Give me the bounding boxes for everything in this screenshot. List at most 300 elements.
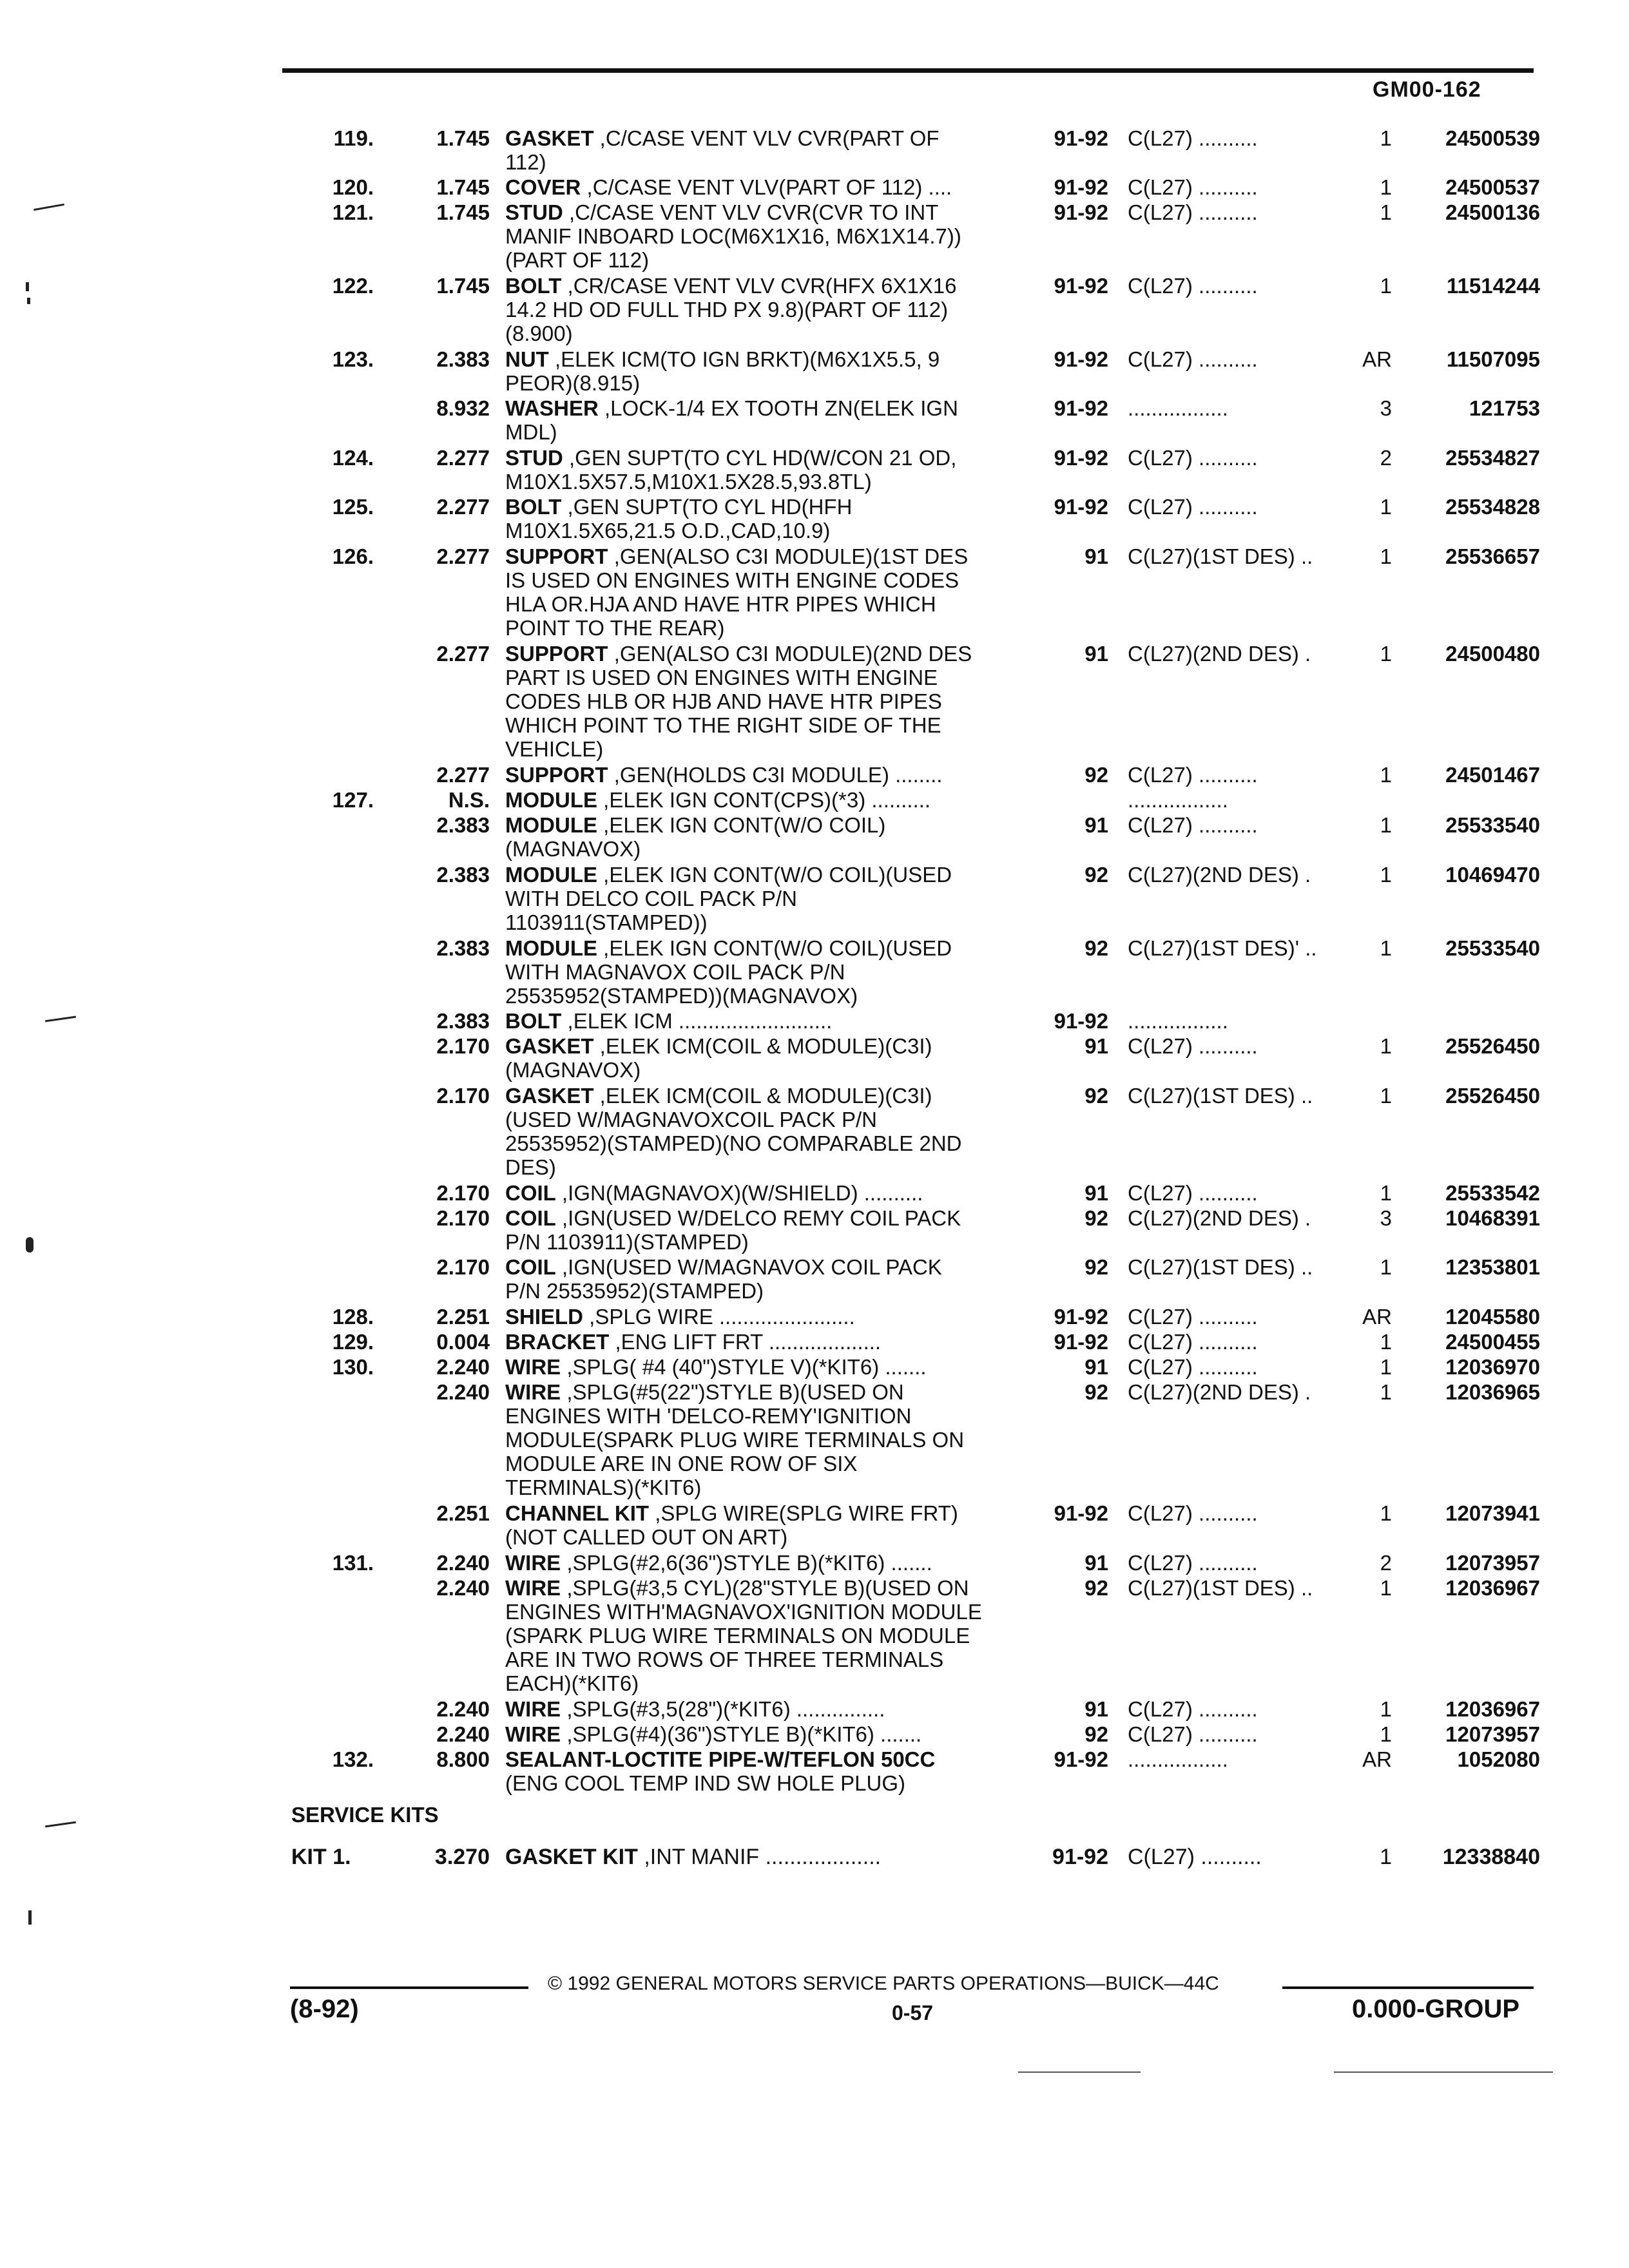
part-number: 24500455 bbox=[1445, 1329, 1540, 1354]
part-row bbox=[0, 274, 1629, 346]
part-number: 12073941 bbox=[1445, 1501, 1540, 1526]
part-name: SHIELD bbox=[505, 1304, 584, 1329]
part-row bbox=[0, 1697, 1629, 1721]
part-desc-text: ,SPLG(#4)(36")STYLE B)(*KIT6) ....... bbox=[561, 1722, 922, 1747]
part-desc-text: ,C/CASE VENT VLV CVR(PART OF 112) bbox=[505, 126, 940, 174]
quantity: 2 bbox=[1380, 445, 1392, 470]
part-description bbox=[505, 274, 1034, 345]
group-number: 2.251 bbox=[436, 1501, 490, 1526]
group-number: 1.745 bbox=[436, 200, 490, 225]
scan-artifact bbox=[26, 1237, 34, 1253]
scan-artifact bbox=[1018, 2071, 1141, 2073]
part-row bbox=[0, 544, 1629, 641]
group-number: 2.383 bbox=[436, 813, 490, 838]
part-row bbox=[0, 1551, 1629, 1575]
scan-artifact bbox=[28, 1910, 32, 1925]
figure-number: 121. bbox=[332, 200, 374, 225]
part-name: SUPPORT bbox=[505, 641, 608, 666]
group-number: 2.170 bbox=[436, 1034, 490, 1059]
part-desc-text: ,SPLG( #4 (40")STYLE V)(*KIT6) ....... bbox=[561, 1354, 927, 1379]
part-number: 25533540 bbox=[1445, 936, 1540, 960]
quantity: AR bbox=[1362, 1747, 1392, 1772]
part-description bbox=[505, 1009, 1034, 1033]
quantity: 3 bbox=[1380, 1206, 1392, 1230]
part-name: WIRE bbox=[505, 1575, 561, 1600]
part-description bbox=[505, 813, 1034, 861]
model-code: C(L27) .......... bbox=[1128, 126, 1258, 150]
part-desc-text: ,GEN SUPT(TO CYL HD(HFH M10X1.5X65,21.5 O.D.,CAD,10.9) bbox=[505, 495, 853, 543]
quantity: 1 bbox=[1380, 1575, 1392, 1600]
part-description bbox=[505, 126, 1034, 174]
model-years: 91-92 bbox=[1054, 175, 1108, 200]
model-code: ................. bbox=[1128, 788, 1228, 812]
model-years: 92 bbox=[1084, 1575, 1108, 1600]
part-row bbox=[0, 1034, 1629, 1082]
part-name: STUD bbox=[505, 200, 563, 225]
model-code: C(L27)(2ND DES) . bbox=[1128, 641, 1311, 666]
model-years: 91-92 bbox=[1054, 126, 1108, 150]
part-name: WIRE bbox=[505, 1379, 561, 1404]
figure-number: 125. bbox=[332, 495, 374, 519]
quantity: 1 bbox=[1380, 813, 1392, 838]
part-row bbox=[0, 396, 1629, 445]
group-number: 2.251 bbox=[436, 1304, 490, 1329]
part-description bbox=[505, 1576, 1034, 1695]
copyright-line: © 1992 GENERAL MOTORS SERVICE PARTS OPERATIONS—BUICK—44C bbox=[548, 1973, 1219, 1994]
part-row bbox=[0, 1206, 1629, 1254]
part-number: 11507095 bbox=[1446, 347, 1540, 371]
model-years: 92 bbox=[1084, 1206, 1108, 1230]
group-number: 2.383 bbox=[436, 936, 490, 960]
model-code: C(L27) .......... bbox=[1128, 347, 1258, 371]
part-row bbox=[0, 1330, 1629, 1354]
quantity: AR bbox=[1362, 347, 1392, 371]
part-description bbox=[505, 1255, 1034, 1303]
model-years: 91 bbox=[1084, 1354, 1108, 1379]
part-desc-text: ,GEN(HOLDS C3I MODULE) ........ bbox=[608, 763, 943, 787]
part-description bbox=[505, 396, 1034, 444]
part-desc-text: ,GEN SUPT(TO CYL HD(W/CON 21 OD, M10X1.5X57.5,M10X1.5X28.5,93.8TL) bbox=[505, 445, 957, 494]
model-years: 92 bbox=[1084, 763, 1108, 787]
part-number: 25534827 bbox=[1445, 445, 1540, 470]
model-years: 91 bbox=[1084, 641, 1108, 666]
model-years: 91-92 bbox=[1054, 1747, 1108, 1772]
part-row bbox=[0, 175, 1629, 199]
part-number: 12036965 bbox=[1445, 1379, 1540, 1404]
part-description bbox=[505, 1330, 1034, 1354]
quantity: 1 bbox=[1380, 862, 1392, 887]
part-description bbox=[505, 1551, 1034, 1575]
group-number: 1.745 bbox=[436, 274, 490, 298]
model-years: 92 bbox=[1084, 862, 1108, 887]
model-code: C(L27) .......... bbox=[1128, 495, 1258, 519]
kit-name: GASKET KIT bbox=[505, 1845, 638, 1869]
part-name: SUPPORT bbox=[505, 763, 608, 787]
quantity: 1 bbox=[1380, 1722, 1392, 1747]
part-description bbox=[505, 200, 1034, 272]
model-code: C(L27)(1ST DES)' .. bbox=[1128, 936, 1317, 960]
part-name: CHANNEL KIT bbox=[505, 1501, 650, 1526]
part-number: 12073957 bbox=[1445, 1550, 1540, 1575]
model-code: C(L27)(1ST DES) .. bbox=[1128, 1255, 1313, 1280]
part-name: NUT bbox=[505, 347, 549, 371]
part-description bbox=[505, 1501, 1034, 1549]
part-name: BRACKET bbox=[505, 1329, 610, 1354]
part-name: STUD bbox=[505, 445, 563, 470]
quantity: 1 bbox=[1380, 126, 1392, 150]
part-description bbox=[505, 1722, 1034, 1746]
part-row bbox=[0, 446, 1629, 494]
group-number: 2.383 bbox=[436, 347, 490, 371]
part-number: 12036967 bbox=[1445, 1575, 1540, 1600]
part-description bbox=[505, 175, 1034, 199]
part-description bbox=[505, 1355, 1034, 1379]
quantity: 1 bbox=[1380, 495, 1392, 519]
model-code: C(L27) .......... bbox=[1128, 1304, 1258, 1329]
model-years: 91-92 bbox=[1054, 445, 1108, 470]
part-number: 25536657 bbox=[1445, 544, 1540, 568]
part-description bbox=[505, 863, 1034, 934]
part-name: COIL bbox=[505, 1206, 556, 1230]
part-row bbox=[0, 1355, 1629, 1379]
part-description bbox=[505, 788, 1034, 812]
group-number: 2.240 bbox=[436, 1722, 490, 1747]
part-row bbox=[0, 347, 1629, 396]
model-years: 91-92 bbox=[1054, 1501, 1108, 1526]
group-number: 2.170 bbox=[436, 1083, 490, 1108]
part-name: COIL bbox=[505, 1255, 556, 1280]
part-desc-text: ,LOCK-1/4 EX TOOTH ZN(ELEK IGN MDL) bbox=[505, 396, 958, 445]
part-desc-text: (ENG COOL TEMP IND SW HOLE PLUG) bbox=[505, 1771, 905, 1796]
model-years: 91-92 bbox=[1054, 495, 1108, 519]
part-number: 24500539 bbox=[1445, 126, 1540, 150]
part-description bbox=[505, 1181, 1034, 1205]
scan-artifact bbox=[27, 298, 30, 304]
part-desc-text: ,ELEK IGN CONT(W/O COIL)(USED WITH DELCO COIL PACK P/N 1103911(STAMPED)) bbox=[505, 862, 952, 934]
part-number: 24501467 bbox=[1445, 763, 1540, 787]
model-code: C(L27)(1ST DES) .. bbox=[1128, 1575, 1313, 1600]
part-desc-text: ,CR/CASE VENT VLV CVR(HFX 6X1X16 14.2 HD OD FULL THD PX 9.8)(PART OF 112) (8.900) bbox=[505, 274, 957, 346]
part-desc-text: ,SPLG(#2,6(36")STYLE B)(*KIT6) ....... bbox=[561, 1550, 932, 1575]
group-number: 2.277 bbox=[436, 495, 490, 519]
group-number: 2.277 bbox=[436, 641, 490, 666]
group-number: N.S. bbox=[448, 788, 490, 812]
model-code: C(L27) .......... bbox=[1128, 1329, 1258, 1354]
part-description bbox=[505, 1380, 1034, 1499]
part-row bbox=[0, 1722, 1629, 1746]
part-name: GASKET bbox=[505, 1034, 594, 1059]
part-name: WIRE bbox=[505, 1354, 561, 1379]
part-desc-text: ,SPLG(#3,5(28")(*KIT6) ............... bbox=[561, 1697, 885, 1722]
scan-artifact bbox=[26, 282, 29, 291]
part-desc-text: ,ELEK ICM(COIL & MODULE)(C3I) (MAGNAVOX) bbox=[505, 1034, 932, 1082]
part-number: 25533542 bbox=[1445, 1181, 1540, 1205]
model-years: 91 bbox=[1084, 813, 1108, 838]
part-number: 24500537 bbox=[1445, 175, 1540, 200]
quantity: 1 bbox=[1380, 1697, 1392, 1722]
group-number: 1.745 bbox=[436, 126, 490, 150]
quantity: 1 bbox=[1380, 763, 1392, 787]
footer-rule-left bbox=[290, 1986, 528, 1989]
part-desc-text: ,ELEK IGN CONT(W/O COIL) (MAGNAVOX) bbox=[505, 813, 886, 861]
part-number: 11514244 bbox=[1446, 274, 1540, 298]
part-name: COVER bbox=[505, 175, 581, 200]
part-name: MODULE bbox=[505, 862, 597, 887]
figure-number: 132. bbox=[332, 1747, 374, 1772]
model-code: ................. bbox=[1128, 396, 1228, 421]
group-number: 2.240 bbox=[436, 1354, 490, 1379]
top-rule bbox=[282, 68, 1534, 73]
group-number: 2.170 bbox=[436, 1181, 490, 1205]
part-name: BOLT bbox=[505, 495, 562, 519]
part-number: 121753 bbox=[1469, 396, 1540, 421]
kit-model: C(L27) .......... bbox=[1128, 1845, 1262, 1869]
part-name: SEALANT-LOCTITE PIPE-W/TEFLON 50CC bbox=[505, 1747, 936, 1772]
part-row bbox=[0, 813, 1629, 861]
group-number: 8.800 bbox=[436, 1747, 490, 1772]
model-years: 91-92 bbox=[1054, 1304, 1108, 1329]
part-row bbox=[0, 863, 1629, 935]
part-desc-text: ,C/CASE VENT VLV CVR(CVR TO INT MANIF INBOARD LOC(M6X1X16, M6X1X14.7)) (PART OF 112) bbox=[505, 200, 961, 273]
model-years: 91 bbox=[1084, 1181, 1108, 1205]
model-years: 92 bbox=[1084, 936, 1108, 960]
part-number: 1052080 bbox=[1457, 1747, 1540, 1772]
group-number: 2.240 bbox=[436, 1550, 490, 1575]
part-row bbox=[0, 1009, 1629, 1033]
group-number: 2.383 bbox=[436, 862, 490, 887]
figure-number: 124. bbox=[332, 445, 374, 470]
part-desc-text: ,ELEK ICM(COIL & MODULE)(C3I) (USED W/MAGNAVOXCOIL PACK P/N 25535952)(STAMPED)(NO COMPARABLE 2ND DES) bbox=[505, 1083, 962, 1179]
part-desc-text: ,SPLG WIRE(SPLG WIRE FRT) (NOT CALLED OUT ON ART) bbox=[505, 1501, 958, 1550]
figure-number: 122. bbox=[332, 274, 374, 298]
part-description bbox=[505, 544, 1034, 640]
part-number: 12045580 bbox=[1445, 1304, 1540, 1329]
part-row bbox=[0, 1747, 1629, 1796]
model-code: C(L27) .......... bbox=[1128, 1697, 1258, 1722]
model-years: 92 bbox=[1084, 1255, 1108, 1280]
group-number: 0.004 bbox=[436, 1329, 490, 1354]
part-name: SUPPORT bbox=[505, 544, 608, 568]
quantity: 1 bbox=[1380, 1255, 1392, 1280]
model-years: 91-92 bbox=[1054, 1009, 1108, 1033]
part-name: MODULE bbox=[505, 813, 597, 838]
quantity: 1 bbox=[1380, 175, 1392, 200]
part-number: 12353801 bbox=[1445, 1255, 1540, 1280]
model-code: C(L27) .......... bbox=[1128, 1034, 1258, 1059]
group-number: 1.745 bbox=[436, 175, 490, 200]
quantity: 1 bbox=[1380, 1083, 1392, 1108]
figure-number: 131. bbox=[332, 1550, 374, 1575]
quantity: 1 bbox=[1380, 1329, 1392, 1354]
part-desc-text: ,IGN(USED W/DELCO REMY COIL PACK P/N 1103911)(STAMPED) bbox=[505, 1206, 961, 1254]
part-desc-text: ,ELEK IGN CONT(CPS)(*3) .......... bbox=[597, 788, 931, 812]
part-row bbox=[0, 1305, 1629, 1329]
figure-number: 128. bbox=[332, 1304, 374, 1329]
figure-number: 129. bbox=[332, 1329, 374, 1354]
model-years: 91-92 bbox=[1054, 274, 1108, 298]
quantity: 1 bbox=[1380, 544, 1392, 568]
part-number: 12036970 bbox=[1445, 1354, 1540, 1379]
part-number: 25533540 bbox=[1445, 813, 1540, 838]
part-description bbox=[505, 642, 1034, 761]
part-name: COIL bbox=[505, 1181, 556, 1205]
part-description bbox=[505, 1084, 1034, 1179]
model-years: 91 bbox=[1084, 1034, 1108, 1059]
model-years: 91 bbox=[1084, 544, 1108, 568]
model-years: 91 bbox=[1084, 1550, 1108, 1575]
model-code: C(L27) .......... bbox=[1128, 813, 1258, 838]
service-kits-heading: SERVICE KITS bbox=[291, 1803, 439, 1827]
part-row bbox=[0, 1181, 1629, 1205]
part-description bbox=[505, 446, 1034, 494]
part-description bbox=[505, 763, 1034, 787]
part-row bbox=[0, 1255, 1629, 1303]
model-code: C(L27)(2ND DES) . bbox=[1128, 1206, 1311, 1230]
model-code: C(L27)(2ND DES) . bbox=[1128, 1379, 1311, 1404]
figure-number: 126. bbox=[332, 544, 374, 568]
model-code: C(L27) .......... bbox=[1128, 445, 1258, 470]
model-code: C(L27)(2ND DES) . bbox=[1128, 862, 1311, 887]
part-number: 25526450 bbox=[1445, 1034, 1540, 1059]
quantity: 1 bbox=[1380, 1379, 1392, 1404]
model-years: 91-92 bbox=[1054, 1329, 1108, 1354]
part-row bbox=[0, 495, 1629, 543]
part-row bbox=[0, 788, 1629, 812]
model-code: C(L27)(1ST DES) .. bbox=[1128, 1083, 1313, 1108]
quantity: 3 bbox=[1380, 396, 1392, 421]
model-years: 92 bbox=[1084, 1083, 1108, 1108]
group-number: 2.277 bbox=[436, 445, 490, 470]
part-number: 25534828 bbox=[1445, 495, 1540, 519]
model-code: ................. bbox=[1128, 1747, 1228, 1772]
part-name: GASKET bbox=[505, 1083, 594, 1108]
footer-group: 0.000-GROUP bbox=[1352, 1995, 1520, 2023]
part-row bbox=[0, 1576, 1629, 1696]
model-code: C(L27) .......... bbox=[1128, 1550, 1258, 1575]
model-code: C(L27) .......... bbox=[1128, 200, 1258, 225]
kit-years: 91-92 bbox=[1052, 1845, 1108, 1869]
figure-number: 120. bbox=[332, 175, 374, 200]
kit-qty: 1 bbox=[1380, 1845, 1392, 1869]
part-description bbox=[505, 347, 1034, 395]
part-desc-text: ,ELEK ICM(TO IGN BRKT)(M6X1X5.5, 9 PEOR)(8.915) bbox=[505, 347, 940, 395]
part-desc-text: ,ELEK IGN CONT(W/O COIL)(USED WITH MAGNAVOX COIL PACK P/N 25535952(STAMPED))(MAGNAVOX) bbox=[505, 936, 952, 1008]
part-number: 12036967 bbox=[1445, 1697, 1540, 1722]
quantity: 1 bbox=[1380, 1354, 1392, 1379]
part-name: BOLT bbox=[505, 1009, 562, 1033]
service-kit-row bbox=[0, 1844, 1629, 1870]
model-code: C(L27) .......... bbox=[1128, 175, 1258, 200]
quantity: 1 bbox=[1380, 1034, 1392, 1059]
quantity: 1 bbox=[1380, 936, 1392, 960]
group-number: 2.170 bbox=[436, 1206, 490, 1230]
footer-page-number: 0-57 bbox=[892, 2001, 934, 2024]
model-years: 92 bbox=[1084, 1722, 1108, 1747]
figure-number: 119. bbox=[333, 126, 374, 150]
model-code: C(L27) .......... bbox=[1128, 274, 1258, 298]
group-number: 2.277 bbox=[436, 544, 490, 568]
footer-date: (8-92) bbox=[290, 1995, 359, 2023]
part-description bbox=[505, 1305, 1034, 1329]
part-row bbox=[0, 1084, 1629, 1180]
part-desc-text: ,ELEK ICM .......................... bbox=[561, 1009, 833, 1033]
page-code: GM00-162 bbox=[1373, 77, 1481, 102]
kit-description bbox=[505, 1844, 1034, 1870]
group-number: 2.383 bbox=[436, 1009, 490, 1033]
quantity: 1 bbox=[1380, 1501, 1392, 1526]
part-number: 10468391 bbox=[1445, 1206, 1540, 1230]
group-number: 2.277 bbox=[436, 763, 490, 787]
part-desc-text: ,ENG LIFT FRT ................... bbox=[609, 1329, 882, 1354]
part-name: GASKET bbox=[505, 126, 594, 150]
part-row bbox=[0, 1501, 1629, 1550]
part-description bbox=[505, 1697, 1034, 1721]
kit-desc-text: ,INT MANIF ................... bbox=[637, 1845, 882, 1869]
quantity: 1 bbox=[1380, 200, 1392, 225]
part-row bbox=[0, 1380, 1629, 1501]
part-desc-text: ,SPLG(#5(22")STYLE B)(USED ON ENGINES WITH 'DELCO-REMY'IGNITION MODULE(SPARK PLUG WIRE TERMINALS ON MODULE ARE IN ONE ROW OF SIX TERMINALS)(*KIT6) bbox=[505, 1379, 965, 1499]
model-code: C(L27) .......... bbox=[1128, 1722, 1258, 1747]
part-description bbox=[505, 1034, 1034, 1082]
quantity: 1 bbox=[1380, 1181, 1392, 1205]
part-name: WIRE bbox=[505, 1722, 561, 1747]
part-desc-text: ,SPLG(#3,5 CYL)(28"STYLE B)(USED ON ENGINES WITH'MAGNAVOX'IGNITION MODULE (SPARK PLUG WIRE TERMINALS ON MODULE ARE IN TWO ROWS OF THREE TERMINALS EACH)(*KIT6) bbox=[505, 1575, 982, 1695]
model-code: C(L27) .......... bbox=[1128, 763, 1258, 787]
scan-artifact bbox=[45, 1821, 76, 1828]
part-row bbox=[0, 763, 1629, 787]
part-description bbox=[505, 1206, 1034, 1254]
quantity: 1 bbox=[1380, 274, 1392, 298]
quantity: AR bbox=[1362, 1304, 1392, 1329]
kit-part-number: 12338840 bbox=[1442, 1845, 1540, 1869]
model-code: C(L27) .......... bbox=[1128, 1501, 1258, 1526]
part-name: MODULE bbox=[505, 788, 597, 812]
part-name: WIRE bbox=[505, 1697, 561, 1722]
part-desc-text: ,SPLG WIRE ....................... bbox=[583, 1304, 855, 1329]
group-number: 2.240 bbox=[436, 1575, 490, 1600]
part-number: 24500480 bbox=[1445, 641, 1540, 666]
model-years: 92 bbox=[1084, 1379, 1108, 1404]
group-number: 8.932 bbox=[436, 396, 490, 421]
quantity: 2 bbox=[1380, 1550, 1392, 1575]
quantity: 1 bbox=[1380, 641, 1392, 666]
part-description bbox=[505, 495, 1034, 543]
model-years: 91-92 bbox=[1054, 347, 1108, 371]
figure-number: 127. bbox=[332, 788, 374, 812]
part-description bbox=[505, 936, 1034, 1008]
group-number: 2.170 bbox=[436, 1255, 490, 1280]
part-row bbox=[0, 936, 1629, 1008]
footer-rule-right bbox=[1282, 1986, 1534, 1989]
model-code: ................. bbox=[1128, 1009, 1228, 1033]
part-desc-text: ,GEN(ALSO C3I MODULE)(2ND DES PART IS USED ON ENGINES WITH ENGINE CODES HLB OR HJB AND HAVE HTR PIPES WHICH POINT TO THE RIGHT SIDE OF THE VEHICLE) bbox=[505, 641, 972, 761]
part-name: MODULE bbox=[505, 936, 597, 960]
part-desc-text: ,C/CASE VENT VLV(PART OF 112) .... bbox=[581, 175, 952, 200]
part-desc-text: ,GEN(ALSO C3I MODULE)(1ST DES IS USED ON ENGINES WITH ENGINE CODES HLA OR.HJA AND HAVE HTR PIPES WHICH POINT TO THE REAR) bbox=[505, 544, 969, 640]
model-years: 91 bbox=[1084, 1697, 1108, 1722]
part-number: 10469470 bbox=[1445, 862, 1540, 887]
part-name: BOLT bbox=[505, 274, 562, 298]
part-description bbox=[505, 1747, 1034, 1795]
group-number: 2.240 bbox=[436, 1379, 490, 1404]
part-row bbox=[0, 642, 1629, 762]
part-number: 12073957 bbox=[1445, 1722, 1540, 1747]
figure-number: 130. bbox=[332, 1354, 374, 1379]
kit-group-number: 3.270 bbox=[434, 1845, 490, 1869]
part-row bbox=[0, 200, 1629, 273]
part-number: 24500136 bbox=[1445, 200, 1540, 225]
model-years: 91-92 bbox=[1054, 200, 1108, 225]
